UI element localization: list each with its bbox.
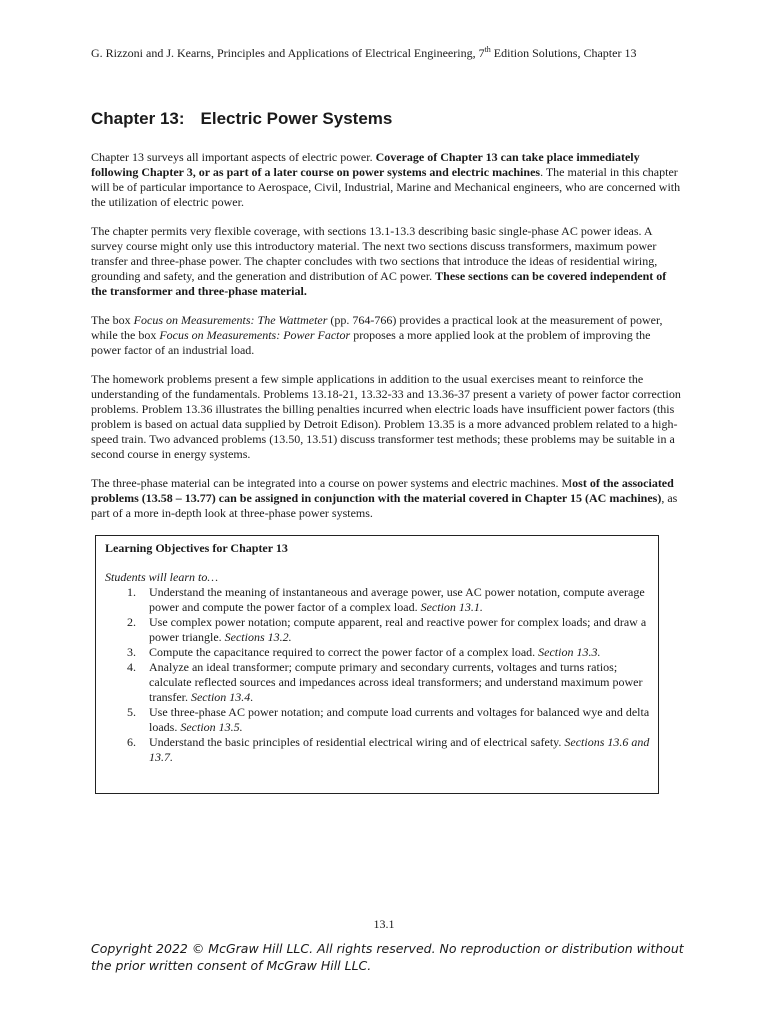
paragraph-text: The chapter permits very flexible coverage, with sections 13.1-13.3 describing basic single-phase AC power ideas. A survey course might only use this introductory material. The next two sections discuss transformers, maximum power transfer and three-phase power. The chapter concludes with two sections that introduce the ideas of residential wiring, grounding and safety, and the generation and distribution of AC power.: [91, 224, 658, 283]
chapter-title: [91, 109, 392, 129]
paragraph-text: Chapter 13 surveys all important aspects of electric power.: [91, 150, 376, 164]
objective-text: Use complex power notation; compute apparent, real and reactive power for complex loads; and draw a power triangle.: [149, 615, 647, 644]
homework-paragraph: [91, 372, 681, 461]
objective-number: 4.: [127, 660, 136, 674]
page-number: 13.1: [373, 917, 395, 931]
header-text: G. Rizzoni and J. Kearns, Principles and Applications of Electrical Engineering, 7: [91, 46, 485, 60]
paragraph-text: . The material in this chapter will be of particular importance to Aerospace, Civil, Industrial, Marine and Mechanical engineers, who are concerned with the utilization of electric power.: [91, 164, 681, 209]
objective-end: .: [288, 630, 292, 644]
paragraph-text: The three-phase material can be integrated into a course on power systems and electric machines. M: [91, 476, 573, 490]
header-text-end: Edition Solutions, Chapter 13: [490, 46, 637, 60]
objective-item: [105, 645, 650, 660]
running-header: [91, 45, 691, 61]
objective-number: 1.: [127, 585, 136, 599]
objective-number: 6.: [127, 735, 136, 749]
objective-number: 5.: [127, 705, 136, 719]
paragraph-bold-text: Coverage of Chapter 13 can take place immediately following Chapter 3, or as part of a later course on power systems and electric machines: [91, 150, 640, 179]
objective-number: 2.: [127, 615, 136, 629]
objective-end: .: [597, 645, 601, 659]
objective-item: [105, 735, 650, 765]
copyright-notice: Copyright 2022 © McGraw Hill LLC. All rights reserved. No reproduction or distribution without the prior written consent of McGraw Hill LLC.: [91, 941, 684, 973]
objective-end: .: [170, 750, 173, 764]
objective-end: .: [250, 690, 254, 704]
objective-section-ref: Section 13.4: [190, 690, 251, 704]
three-phase-paragraph: [91, 476, 681, 521]
objective-item: [105, 585, 650, 615]
paragraph-text: (pp. 764-766) provides a practical look at the measurement of power, while the box: [91, 313, 663, 342]
paragraph-text: proposes a more applied look at the problem of improving the power factor of an industrial load.: [91, 327, 651, 357]
objective-text: Use three-phase AC power notation; and compute load currents and voltages for balanced wye and delta loads.: [149, 705, 650, 734]
objectives-intro: Students will learn to…: [105, 570, 219, 584]
paragraph-text: The box: [91, 313, 134, 327]
intro-paragraph: [91, 150, 681, 210]
objective-item: [105, 660, 650, 705]
objectives-list: [105, 585, 650, 765]
chapter-label: Chapter 13:: [91, 109, 185, 128]
paragraph-italic-text: Focus on Measurements: Power Factor: [159, 327, 351, 342]
coverage-paragraph: [91, 224, 681, 299]
objective-item: [105, 705, 650, 735]
objective-text: Compute the capacitance required to correct the power factor of a complex load.: [149, 645, 539, 659]
paragraph-italic-text: Focus on Measurements: The Wattmeter: [133, 313, 328, 327]
focus-boxes-paragraph: [91, 313, 681, 358]
header-superscript: th: [484, 45, 491, 54]
learning-objectives-box: [95, 535, 659, 794]
objective-section-ref: Section 13.3: [538, 645, 598, 659]
paragraph-text: The homework problems present a few simple applications in addition to the usual exercises meant to reinforce the understanding of the fundamentals. Problems 13.18-21, 13.32-33 and 13.36-37 present a variety of power factor correction problems. Problem 13.36 illustrates the billing penalties incurred when electric loads have insufficient power factors (this problem is based on actual data supplied by Detroit Edison). Problem 13.35 is a more advanced problem related to a high-speed train. Two advanced problems (13.50, 13.51) discuss transformer test methods; these problems may be suitable in a second course in energy systems.: [91, 372, 681, 461]
objective-section-ref: Section 13.1: [420, 600, 480, 614]
objective-section-ref: Sections 13.6 and 13.7: [149, 735, 650, 764]
objective-section-ref: Sections 13.2: [224, 630, 289, 644]
chapter-name: Electric Power Systems: [200, 109, 393, 128]
paragraph-text: , as part of a more in-depth look at three-phase power systems.: [91, 490, 678, 520]
objective-item: [105, 615, 650, 645]
objective-section-ref: Section 13.5: [180, 720, 240, 734]
objective-text: Understand the basic principles of residential electrical wiring and of electrical safety.: [149, 735, 565, 749]
paragraph-bold-text: ost of the associated problems (13.58 – 13.77) can be assigned in conjunction with the material covered in Chapter 15 (AC machines): [91, 476, 674, 505]
objective-number: 3.: [127, 645, 136, 659]
objective-text: Understand the meaning of instantaneous and average power, use AC power notation, compute average power and compute the power factor of a complex load.: [149, 585, 645, 614]
objective-end: .: [479, 600, 483, 614]
objectives-title: Learning Objectives for Chapter 13: [105, 541, 288, 555]
objective-end: .: [239, 720, 243, 734]
objective-text: Analyze an ideal transformer; compute primary and secondary currents, voltages and turns ratios; calculate reflected sources and impedances across ideal transformers; and understand maximum power transfer.: [149, 660, 643, 704]
paragraph-bold-text: These sections can be covered independent of the transformer and three-phase material.: [91, 268, 667, 298]
